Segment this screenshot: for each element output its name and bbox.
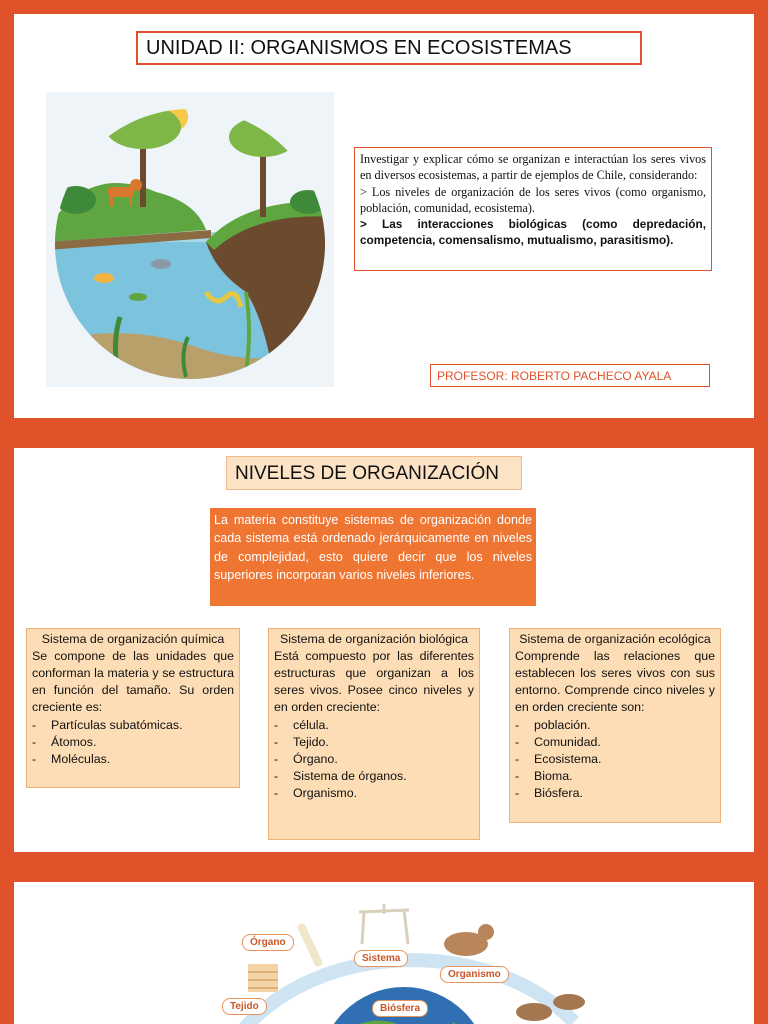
objective-box <box>354 147 712 271</box>
objective-point-interactions: > Las interacciones biológicas (como depredación, competencia, comensalismo, mutualismo, parasitismo). <box>360 216 706 247</box>
box-biologica-text: Está compuesto por las diferentes estructuras que organizan a los seres vivos. Posee cinco niveles y en orden creciente: <box>274 649 474 715</box>
slide-unidad <box>14 14 754 418</box>
list-item: - Ecosistema. <box>515 751 715 768</box>
box-biologica-title: Sistema de organización biológica <box>279 632 469 646</box>
box-ecologica-text: Comprende las relaciones que establecen los seres vivos con sus entorno. Comprende cinco niveles y en orden creciente son: <box>515 649 715 715</box>
unit-title: UNIDAD II: ORGANISMOS EN ECOSISTEMAS <box>136 31 642 65</box>
box-quimica-title: Sistema de organización química <box>41 632 225 646</box>
list-item: - Organismo. <box>274 785 474 802</box>
box-ecologica-list <box>515 717 715 803</box>
label-sistema: Sistema <box>354 950 408 967</box>
box-quimica-list <box>32 717 234 768</box>
box-biologica <box>268 628 480 840</box>
label-tejido: Tejido <box>222 998 267 1015</box>
levels-diagram <box>194 882 614 1024</box>
slide-diagram <box>14 882 754 1024</box>
label-organismo: Organismo <box>440 966 509 983</box>
objective-point-levels: > Los niveles de organización de los seres vivos (como organismo, población, comunidad, ecosistema). <box>360 184 706 216</box>
list-item: - Biósfera. <box>515 785 715 802</box>
list-item: - Órgano. <box>274 751 474 768</box>
list-item: - Partículas subatómicas. <box>32 717 234 734</box>
box-ecologica <box>509 628 721 823</box>
label-biosfera: Biósfera <box>372 1000 428 1017</box>
section-title: NIVELES DE ORGANIZACIÓN <box>226 456 522 490</box>
box-quimica <box>26 628 240 788</box>
materia-description: La materia constituye sistemas de organización donde cada sistema está ordenado jerárquicamente en niveles de complejidad, esto quiere decir que los niveles superiores incorporan varios niveles inferiores. <box>210 508 536 606</box>
teacher-name: PROFESOR: ROBERTO PACHECO AYALA <box>430 364 710 387</box>
list-item: - Átomos. <box>32 734 234 751</box>
box-biologica-list <box>274 717 474 803</box>
list-item: - Comunidad. <box>515 734 715 751</box>
box-ecologica-title: Sistema de organización ecológica <box>519 632 711 646</box>
list-item: - población. <box>515 717 715 734</box>
slide-niveles <box>14 448 754 852</box>
objective-intro: Investigar y explicar cómo se organizan e interactúan los seres vivos en diversos ecosistemas, a partir de ejemplos de Chile, considerando: <box>360 152 706 183</box>
list-item: - Bioma. <box>515 768 715 785</box>
list-item: - Sistema de órganos. <box>274 768 474 785</box>
list-item: - Tejido. <box>274 734 474 751</box>
list-item: - Moléculas. <box>32 751 234 768</box>
list-item: - célula. <box>274 717 474 734</box>
label-organo: Órgano <box>242 934 294 951</box>
ecosystem-illustration <box>46 92 334 387</box>
box-quimica-text: Se compone de las unidades que conforman la materia y se estructura en función del tamaño. Su orden creciente es: <box>32 649 234 715</box>
